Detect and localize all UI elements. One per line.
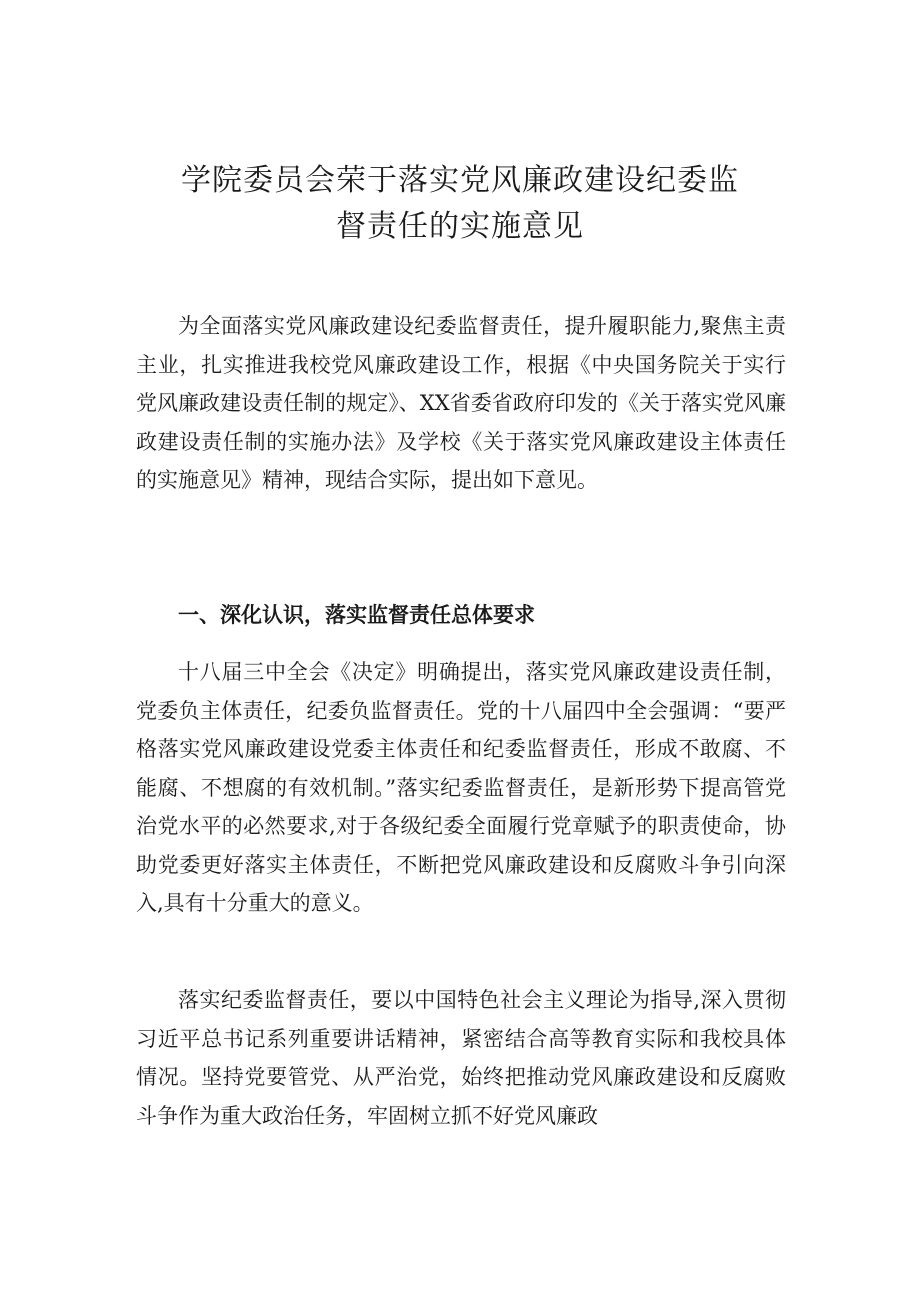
body-paragraph-3: 落实纪委监督责任，要以中国特色社会主义理论为指导,深入贯彻习近平总书记系列重要讲话精神，紧密结合高等教育实际和我校具体情况。坚持党要管党、从严治党，始终把推动党风廉政建设和反腐败斗争作为重大政治任务，牢固树立抓不好党风廉政: [136, 988, 786, 1128]
document-title: [100, 158, 820, 250]
title-line-1: 学院委员会荣于落实党风廉政建设纪委监: [181, 163, 739, 198]
section-heading-1: 一、深化认识，落实监督责任总体要求: [178, 603, 535, 627]
title-line-2: 督责任的实施意见: [336, 209, 584, 244]
intro-paragraph: 为全面落实党风廉政建设纪委监督责任，提升履职能力,聚焦主责主业，扎实推进我校党风廉政建设工作，根据《中央国务院关于实行党风廉政建设责任制的规定》、XX省委省政府印发的《关于落实党风廉政建设责任制的实施办法》及学校《关于落实党风廉政建设主体责任的实施意见》精神，现结合实际，提出如下意见。: [136, 314, 786, 492]
body-paragraph-2: 十八届三中全会《决定》明确提出，落实党风廉政建设责任制，党委负主体责任，纪委负监督责任。党的十八届四中全会强调：“要严格落实党风廉政建设党委主体责任和纪委监督责任，形成不敢腐、不能腐、不想腐的有效机制。”落实纪委监督责任，是新形势下提高管党治党水平的必然要求,对于各级纪委全面履行党章赋予的职责使命，协助党委更好落实主体责任，不断把党风廉政建设和反腐败斗争引向深入,具有十分重大的意义。: [136, 660, 786, 915]
